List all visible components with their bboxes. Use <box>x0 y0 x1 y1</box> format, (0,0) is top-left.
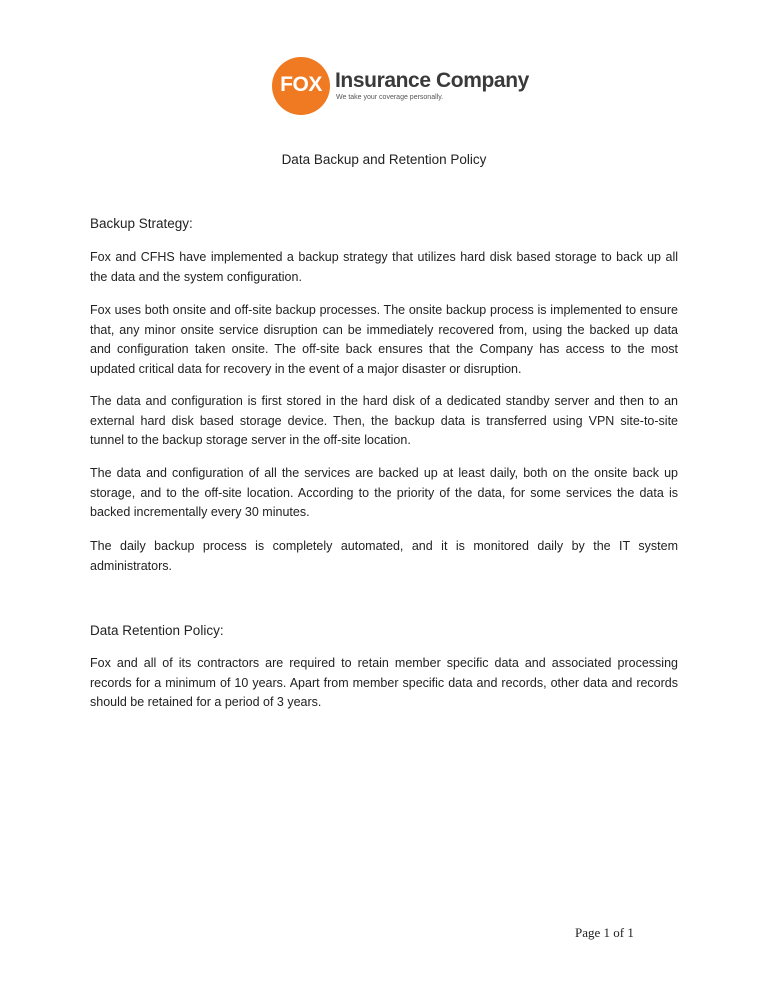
logo-company-name: Insurance Company <box>335 69 529 92</box>
document-title: Data Backup and Retention Policy <box>281 152 487 167</box>
logo-tagline: We take your coverage personally. <box>336 94 444 101</box>
page-number: Page 1 of 1 <box>575 925 634 940</box>
paragraph: Fox uses both onsite and off-site backup processes. The onsite backup process is implemented to ensure that, any minor onsite service disruption can be immediately recovered from, using the backed up data and configuration taken onsite. The off-site back ensures that the Company has access to the most updated critical data for recovery in the event of a major disaster or disruption. <box>90 303 678 376</box>
section-heading-backup-strategy: Backup Strategy: <box>90 216 193 231</box>
logo-brand: FOX <box>280 73 322 96</box>
section-heading-data-retention: Data Retention Policy: <box>90 623 224 638</box>
paragraph: Fox and CFHS have implemented a backup strategy that utilizes hard disk based storage to back up all the data and the system configuration. <box>90 250 678 284</box>
paragraph: The data and configuration of all the services are backed up at least daily, both on the onsite back up storage, and to the off-site location. According to the priority of the data, for some services the data is backed incrementally every 30 minutes. <box>90 466 678 519</box>
paragraph: The daily backup process is completely automated, and it is monitored daily by the IT system administrators. <box>90 539 678 573</box>
paragraph: Fox and all of its contractors are required to retain member specific data and associated processing records for a minimum of 10 years. Apart from member specific data and records, other data and records should be retained for a period of 3 years. <box>90 656 678 709</box>
paragraph: The data and configuration is first stored in the hard disk of a dedicated standby server and then to an external hard disk based storage device. Then, the backup data is transferred using VPN site-to-site tunnel to the backup storage server in the off-site location. <box>90 394 678 447</box>
company-logo <box>272 56 529 116</box>
